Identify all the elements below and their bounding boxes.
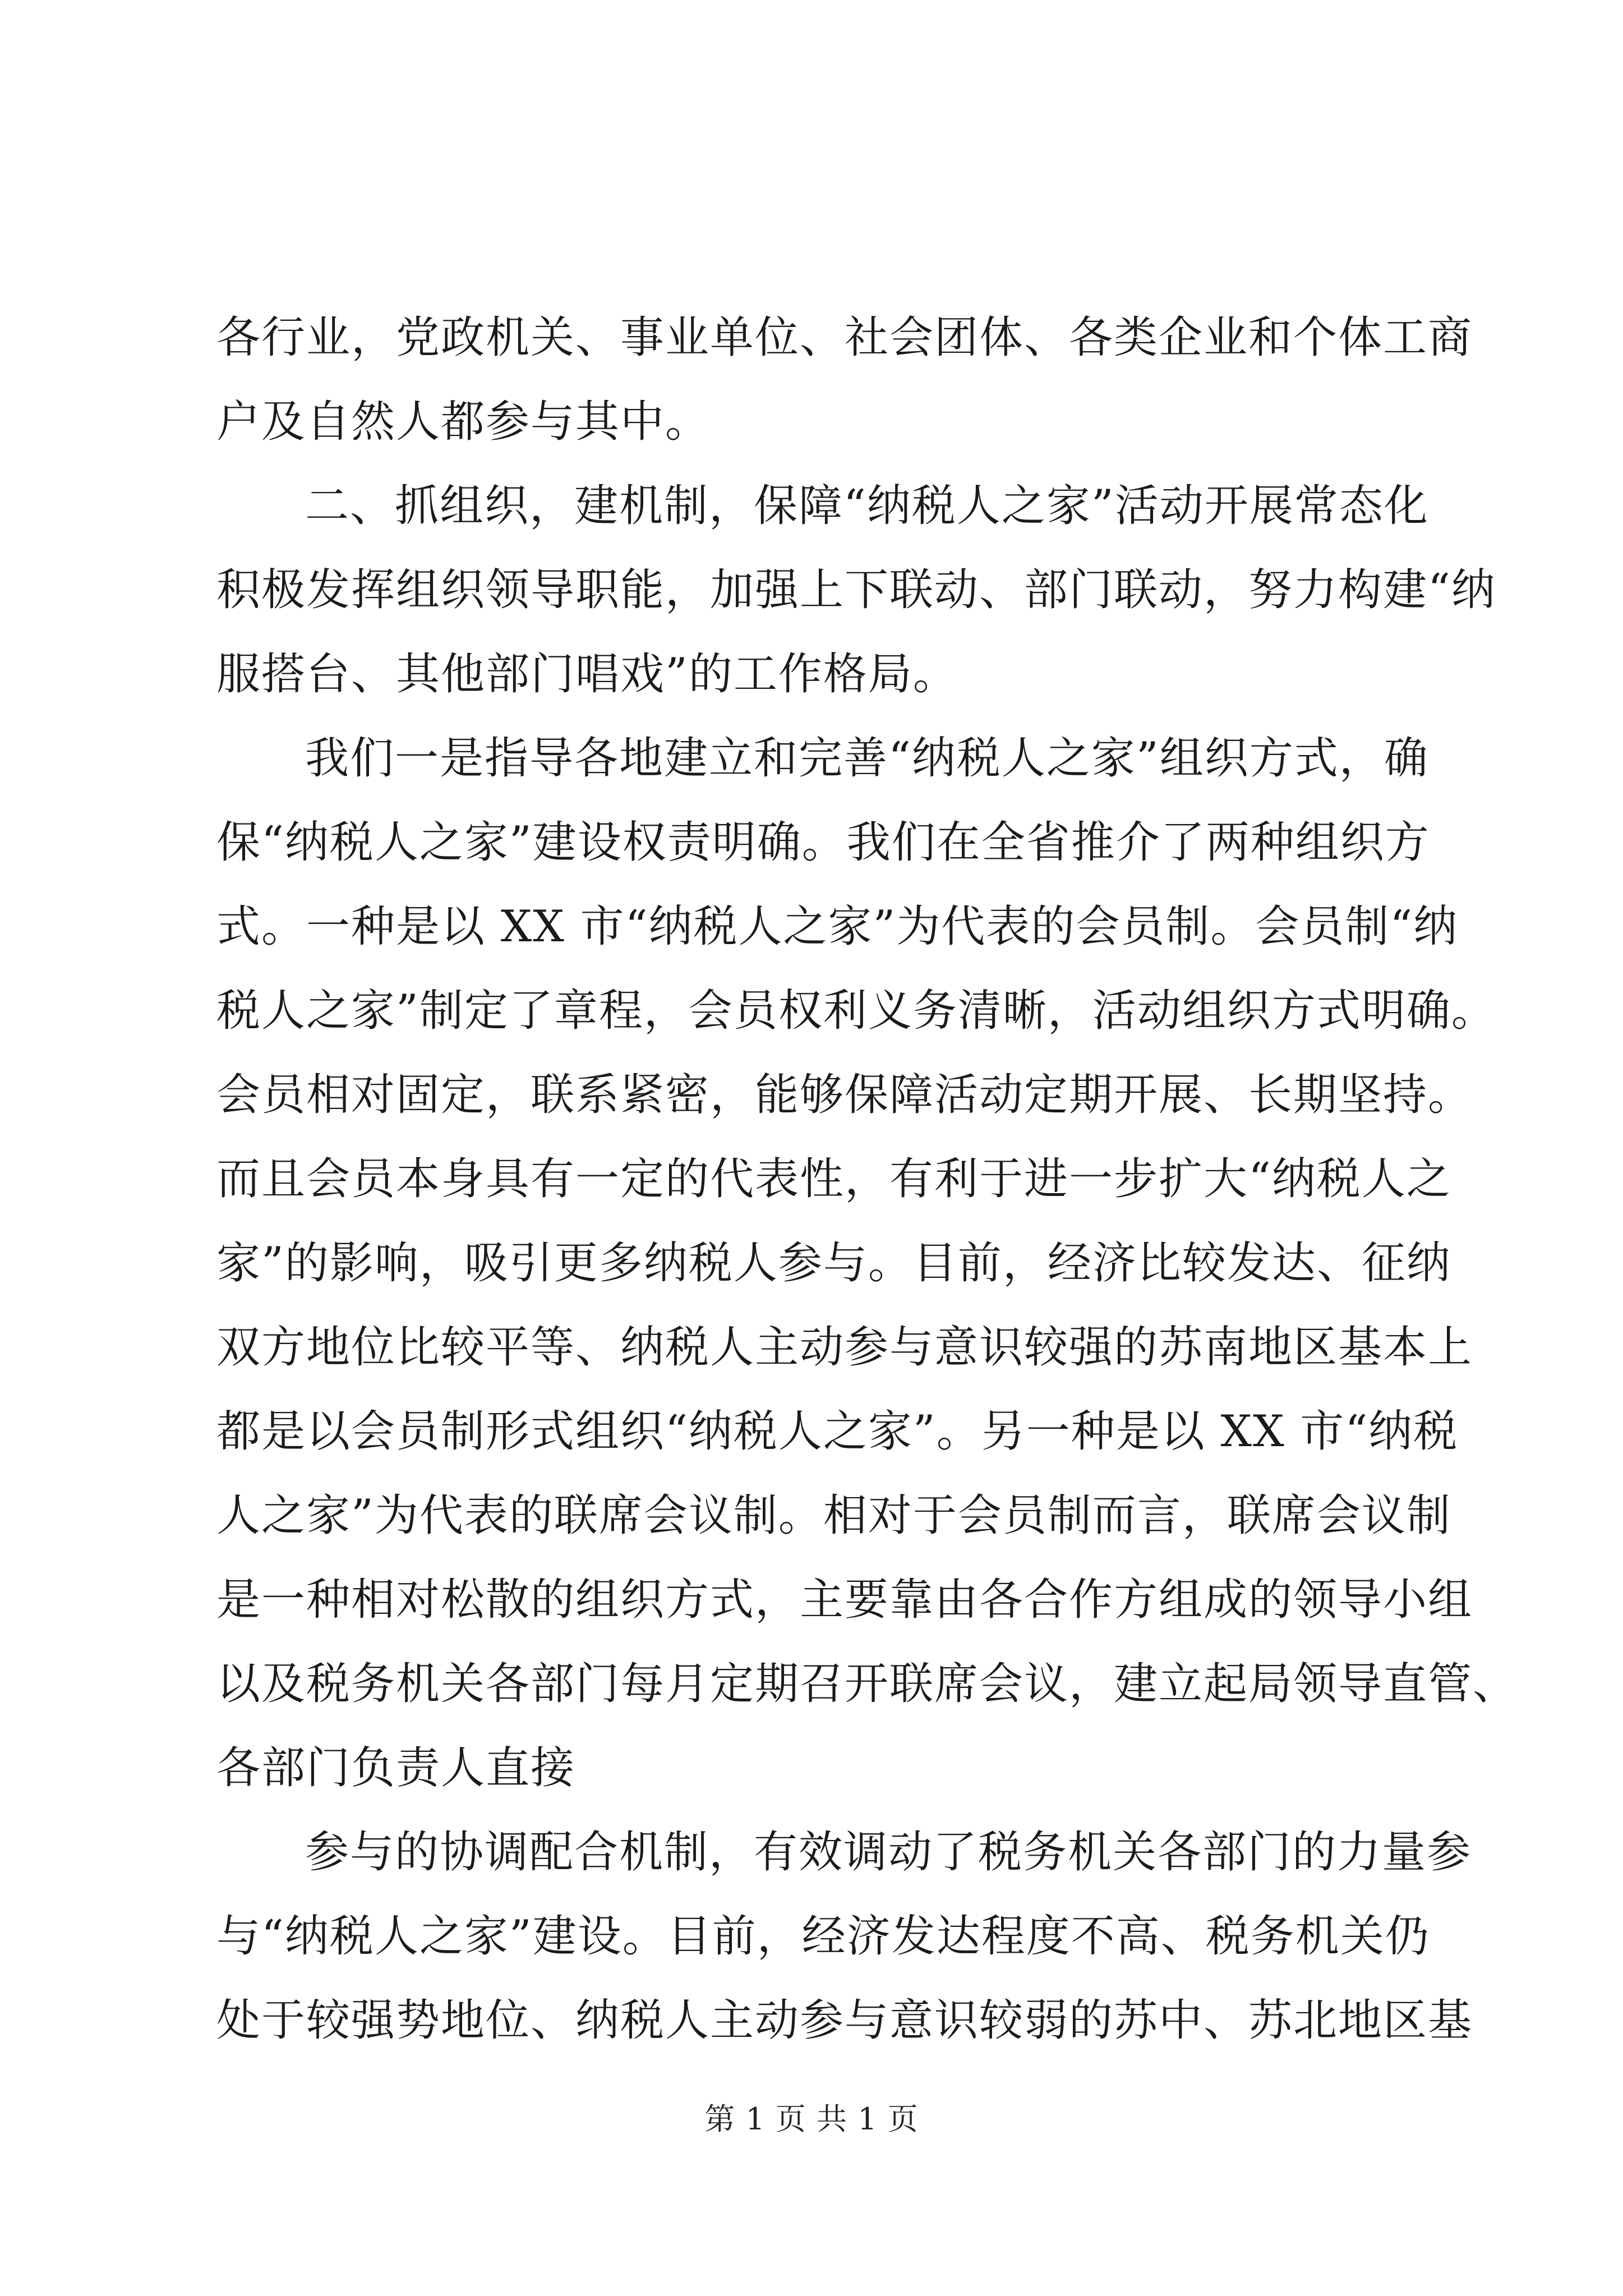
text-line-12: 家”的影响，吸引更多纳税人参与。目前，经济比较发达、征纳 xyxy=(216,1238,1451,1289)
text-line-13: 双方地位比较平等、纳税人主动参与意识较强的苏南地区基本上 xyxy=(216,1322,1473,1373)
text-line-9: 税人之家”制定了章程，会员权利义务清晰，活动组织方式明确。 xyxy=(216,986,1496,1036)
text-line-10: 会员相对固定，联系紧密，能够保障活动定期开展、长期坚持。 xyxy=(216,1070,1473,1120)
text-line-4: 积极发挥组织领导职能，加强上下联动、部门联动，努力构建“纳 xyxy=(216,565,1496,615)
text-line-14: 都是以会员制形式组织“纳税人之家”。另一种是以 XX 市“纳税 xyxy=(216,1406,1459,1457)
text-line-2: 户及自然人都参与其中。 xyxy=(216,397,711,447)
text-line-15: 人之家”为代表的联席会议制。相对于会员制而言，联席会议制 xyxy=(216,1490,1451,1541)
text-line-1: 各行业，党政机关、事业单位、社会团体、各类企业和个体工商 xyxy=(216,312,1473,363)
text-line-5: 服搭台、其他部门唱戏”的工作格局。 xyxy=(216,649,958,700)
text-line-20: 与“纳税人之家”建设。目前，经济发达程度不高、税务机关仍 xyxy=(216,1911,1430,1962)
text-line-8: 式。一种是以 XX 市“纳税人之家”为代表的会员制。会员制“纳 xyxy=(216,901,1459,952)
page-footer: 第 1 页 共 1 页 xyxy=(704,2101,919,2137)
text-line-17: 以及税务机关各部门每月定期召开联席会议，建立起局领导直管、 xyxy=(216,1659,1518,1709)
text-line-16: 是一种相对松散的组织方式，主要靠由各合作方组成的领导小组 xyxy=(216,1575,1473,1625)
paragraph-start-line-2: 参与的协调配合机制，有效调动了税务机关各部门的力量参 xyxy=(305,1827,1472,1878)
paragraph-start-line: 我们一是指导各地建立和完善“纳税人之家”组织方式，确 xyxy=(305,733,1429,784)
text-line-7: 保“纳税人之家”建设权责明确。我们在全省推介了两种组织方 xyxy=(216,817,1430,868)
text-line-18: 各部门负责人直接 xyxy=(216,1743,576,1793)
section-heading: 二、抓组织，建机制，保障“纳税人之家”活动开展常态化 xyxy=(305,481,1429,531)
text-line-11: 而且会员本身具有一定的代表性，有利于进一步扩大“纳税人之 xyxy=(216,1154,1451,1204)
text-line-21: 处于较强势地位、纳税人主动参与意识较弱的苏中、苏北地区基 xyxy=(216,1995,1473,2046)
